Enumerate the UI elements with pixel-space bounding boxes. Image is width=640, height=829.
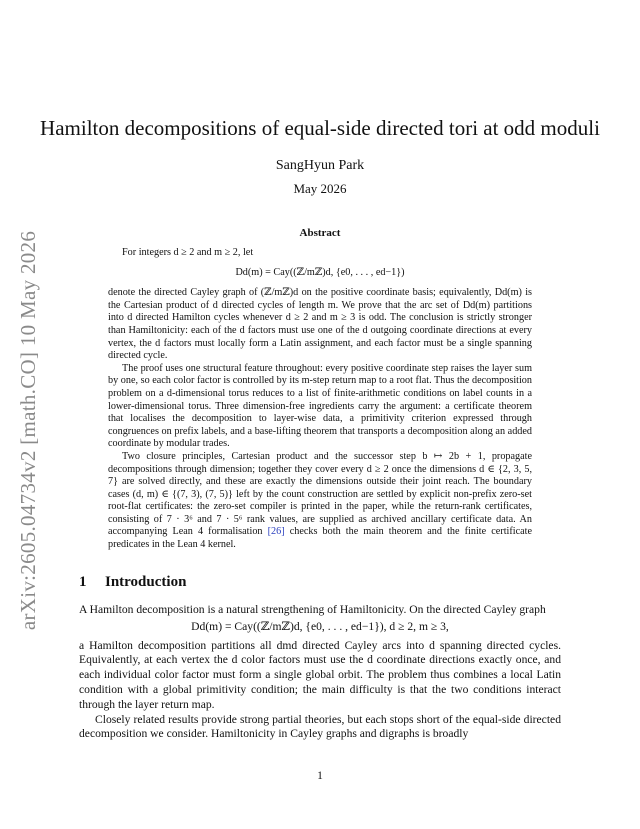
citation-link[interactable]: [26] [267,526,285,538]
intro-p1-lead: A Hamilton decomposition is a natural strengthening of Hamiltonicity. On the directed Cayley graph [79,603,546,616]
intro-p2: Closely related results provide strong partial theories, but each stops short of the equal-side directed decomposition we consider. Hamiltonicity in Cayley graphs and digraphs is broadly [79,712,561,741]
abstract-display-equation: Dd(m) = Cay((ℤ/mℤ)d, {e0, . . . , ed−1}) [235,266,405,278]
section-heading [79,574,186,591]
intro-p1-rest: a Hamilton decomposition partitions all dmd directed Cayley arcs into d spanning directed cycles. Equivalently, at each vertex the d color factors must use the d coordinate directions exactly once, and each individual color factor must form a single global orbit. The problem thus combines a local Latin condition with a global primitivity condition; the main difficulty is that the two conditions interact through the layer return map. [79,638,561,711]
intro-display-equation: Dd(m) = Cay((ℤ/mℤ)d, {e0, . . . , ed−1}), d ≥ 2, m ≥ 3, [191,619,449,633]
page-number: 1 [317,770,323,782]
publication-date: May 2026 [293,181,347,196]
abstract-body [108,247,532,552]
section-title: Introduction [105,574,187,590]
abstract-p1-lead: For integers d ≥ 2 and m ≥ 2, let [122,247,254,258]
abstract-p3-b: checks both the main theorem and the finite certificate predicates in the Lean 4 kernel. [108,526,532,551]
author-name: SangHyun Park [275,158,365,173]
abstract-p3-a: Two closure principles, Cartesian product and the successor step b ↦ 2b + 1, propagate decompositions through dimension; together they cover every d ≥ 2 once the dimensions d ∈ {2, 3, 5, 7} are solved directly, and these are exactly the dimensions outside their joint reach. The boundary cases (d, m) ∈ {(7, 3), (7, 5)} left by the count construction are settled by explicit non-prefix zero-set root-flat certificates: the zero-set compiler is printed in the paper, while the return-rank certificates, consisting of 7 · 3⁶ and 7 · 5⁶ rank values, are supplied as archived ancillary certificate data. An accompanying Lean 4 formalisation [108,450,532,538]
abstract-p2: The proof uses one structural feature throughout: every positive coordinate step raises the layer sum by one, so each color factor is controlled by its m-step return map to a root flat. Thus the decomposition problem on a d-dimensional torus reduces to a list of finite-arithmetic conditions on label counts in a lower-dimensional torus. Three dimension-free ingredients carry the argument: a certificate theorem that localises the decomposition to layer-wise data, a primitivity criterion expressed through congruences on prefix labels, and a base-lifting theorem that transports a decomposition along an added coordinate by modular trades. [108,362,532,450]
abstract-p3 [108,451,532,552]
arxiv-identifier: arXiv:2605.04734v2 [math.CO] 10 May 2026 [16,230,41,630]
intro-body [79,603,561,742]
abstract-p1-rest: denote the directed Cayley graph of (ℤ/mℤ)d on the positive coordinate basis; equivalently, Dd(m) is the Cartesian product of d directed cycles of length m. We prove that the arc set of Dd(m) partitions into d directed Hamilton cycles whenever d ≥ 2 and m ≥ 3 is odd. The conclusion is strictly stronger than Hamiltonicity: each of the d factors must use one of the d outgoing coordinate directions at every vertex, the d factors must locally form a Latin assignment, and each factor must be a single spanning directed cycle. [108,287,532,362]
section-number: 1 [79,574,87,590]
arxiv-stamp [6,220,52,640]
abstract-heading: Abstract [299,227,341,239]
paper-title: Hamilton decompositions of equal-side directed tori at odd moduli [40,116,600,140]
